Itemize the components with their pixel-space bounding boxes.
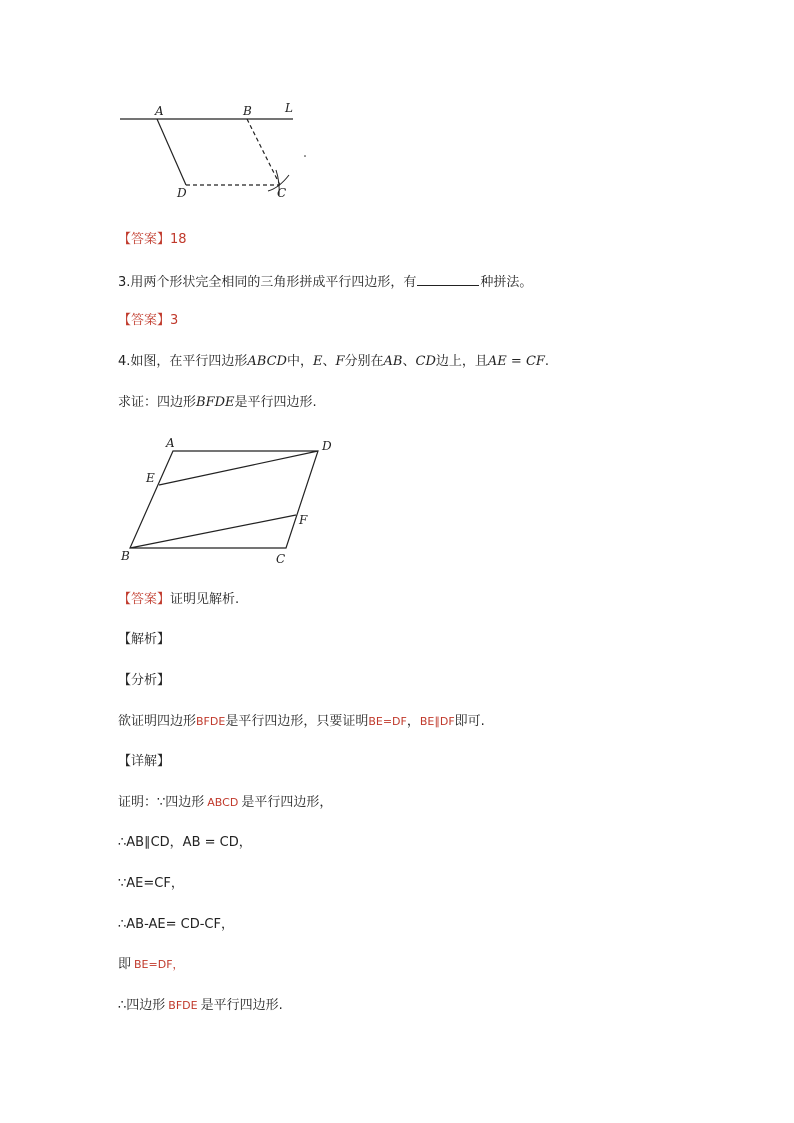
proof-line-5 <box>118 956 184 974</box>
question-3-suffix: 种拼法。 <box>480 275 533 290</box>
figure-2-label-a: A <box>166 436 175 450</box>
section-jiexi <box>118 631 170 649</box>
math-f: F <box>335 354 345 369</box>
proof-line-4 <box>118 916 234 934</box>
figure-2-label-b: B <box>121 549 130 563</box>
proof-text: ∴AB∥CD，AB = CD， <box>118 835 252 850</box>
answer-value: 18 <box>170 232 187 247</box>
proof-line-3 <box>118 875 184 893</box>
proof-abcd: ABCD <box>207 796 239 809</box>
figure-1-label-l: L <box>285 101 293 115</box>
proof-text: 证明：∵四边形 <box>118 795 205 810</box>
math-cd: CD <box>415 354 436 369</box>
section-xiangjie <box>118 753 170 771</box>
analysis-condition-2: BE∥DF <box>419 715 455 728</box>
figure-1-label-d: D <box>177 186 187 200</box>
figure-1-label-a: A <box>155 104 164 118</box>
section-heading: 【解析】 <box>118 632 171 647</box>
proof-line-2 <box>118 834 252 852</box>
figure-2-label-f: F <box>299 513 308 527</box>
analysis-part: ， <box>406 714 420 729</box>
math-bfde: BFDE <box>196 395 235 410</box>
proof-be-df: BE=DF， <box>134 958 184 971</box>
proof-text: 是平行四边形. <box>200 998 283 1013</box>
section-fenxi <box>118 672 170 690</box>
proof-text: ∴四边形 <box>118 998 166 1013</box>
answer-tag: 【答案】 <box>118 232 171 247</box>
question-4-text: 4.如图，在平行四边形 <box>118 354 248 369</box>
analysis-condition-1: BE=DF <box>368 715 407 728</box>
proof-text: ∵AE=CF， <box>118 876 184 891</box>
math-ab: AB <box>383 354 403 369</box>
analysis-part: 即可. <box>454 714 485 729</box>
prove-text: 是平行四边形. <box>234 395 317 410</box>
separator: 、 <box>402 354 416 369</box>
question-4-text: 边上，且 <box>435 354 488 369</box>
answer-value: 证明见解析. <box>170 592 240 607</box>
proof-text: 是平行四边形， <box>241 795 333 810</box>
figure-2-label-e: E <box>146 471 155 485</box>
proof-bfde: BFDE <box>168 999 198 1012</box>
figure-2-label-d: D <box>322 439 332 453</box>
figure-1-label-c: C <box>277 186 287 200</box>
math-abcd: ABCD <box>247 354 287 369</box>
proof-line-1 <box>118 794 332 812</box>
question-4-text: 中， <box>286 354 313 369</box>
answer-tag: 【答案】 <box>118 313 171 328</box>
analysis-part: 是平行四边形，只要证明 <box>225 714 369 729</box>
section-heading: 【分析】 <box>118 673 171 688</box>
analysis-text <box>118 713 485 731</box>
section-heading: 【详解】 <box>118 754 171 769</box>
proof-text: 即 <box>118 957 132 972</box>
separator: 、 <box>322 354 336 369</box>
question-4-text: 分别在 <box>344 354 384 369</box>
math-e: E <box>312 354 323 369</box>
proof-text: ∴AB-AE= CD-CF， <box>118 917 234 932</box>
question-3-prefix: 3.用两个形状完全相同的三角形拼成平行四边形，有 <box>118 275 417 290</box>
answer-tag: 【答案】 <box>118 592 171 607</box>
figure-1-label-b: B <box>243 104 252 118</box>
analysis-part: 欲证明四边形 <box>118 714 197 729</box>
q4-answer <box>118 591 239 609</box>
answer-value: 3 <box>170 313 179 328</box>
analysis-bfde: BFDE <box>196 715 226 728</box>
figure-2-label-c: C <box>276 552 286 566</box>
proof-line-6 <box>118 997 283 1015</box>
question-4-text: . <box>544 354 550 369</box>
prove-text: 求证：四边形 <box>118 395 197 410</box>
math-equation: AE = CF <box>487 354 545 369</box>
